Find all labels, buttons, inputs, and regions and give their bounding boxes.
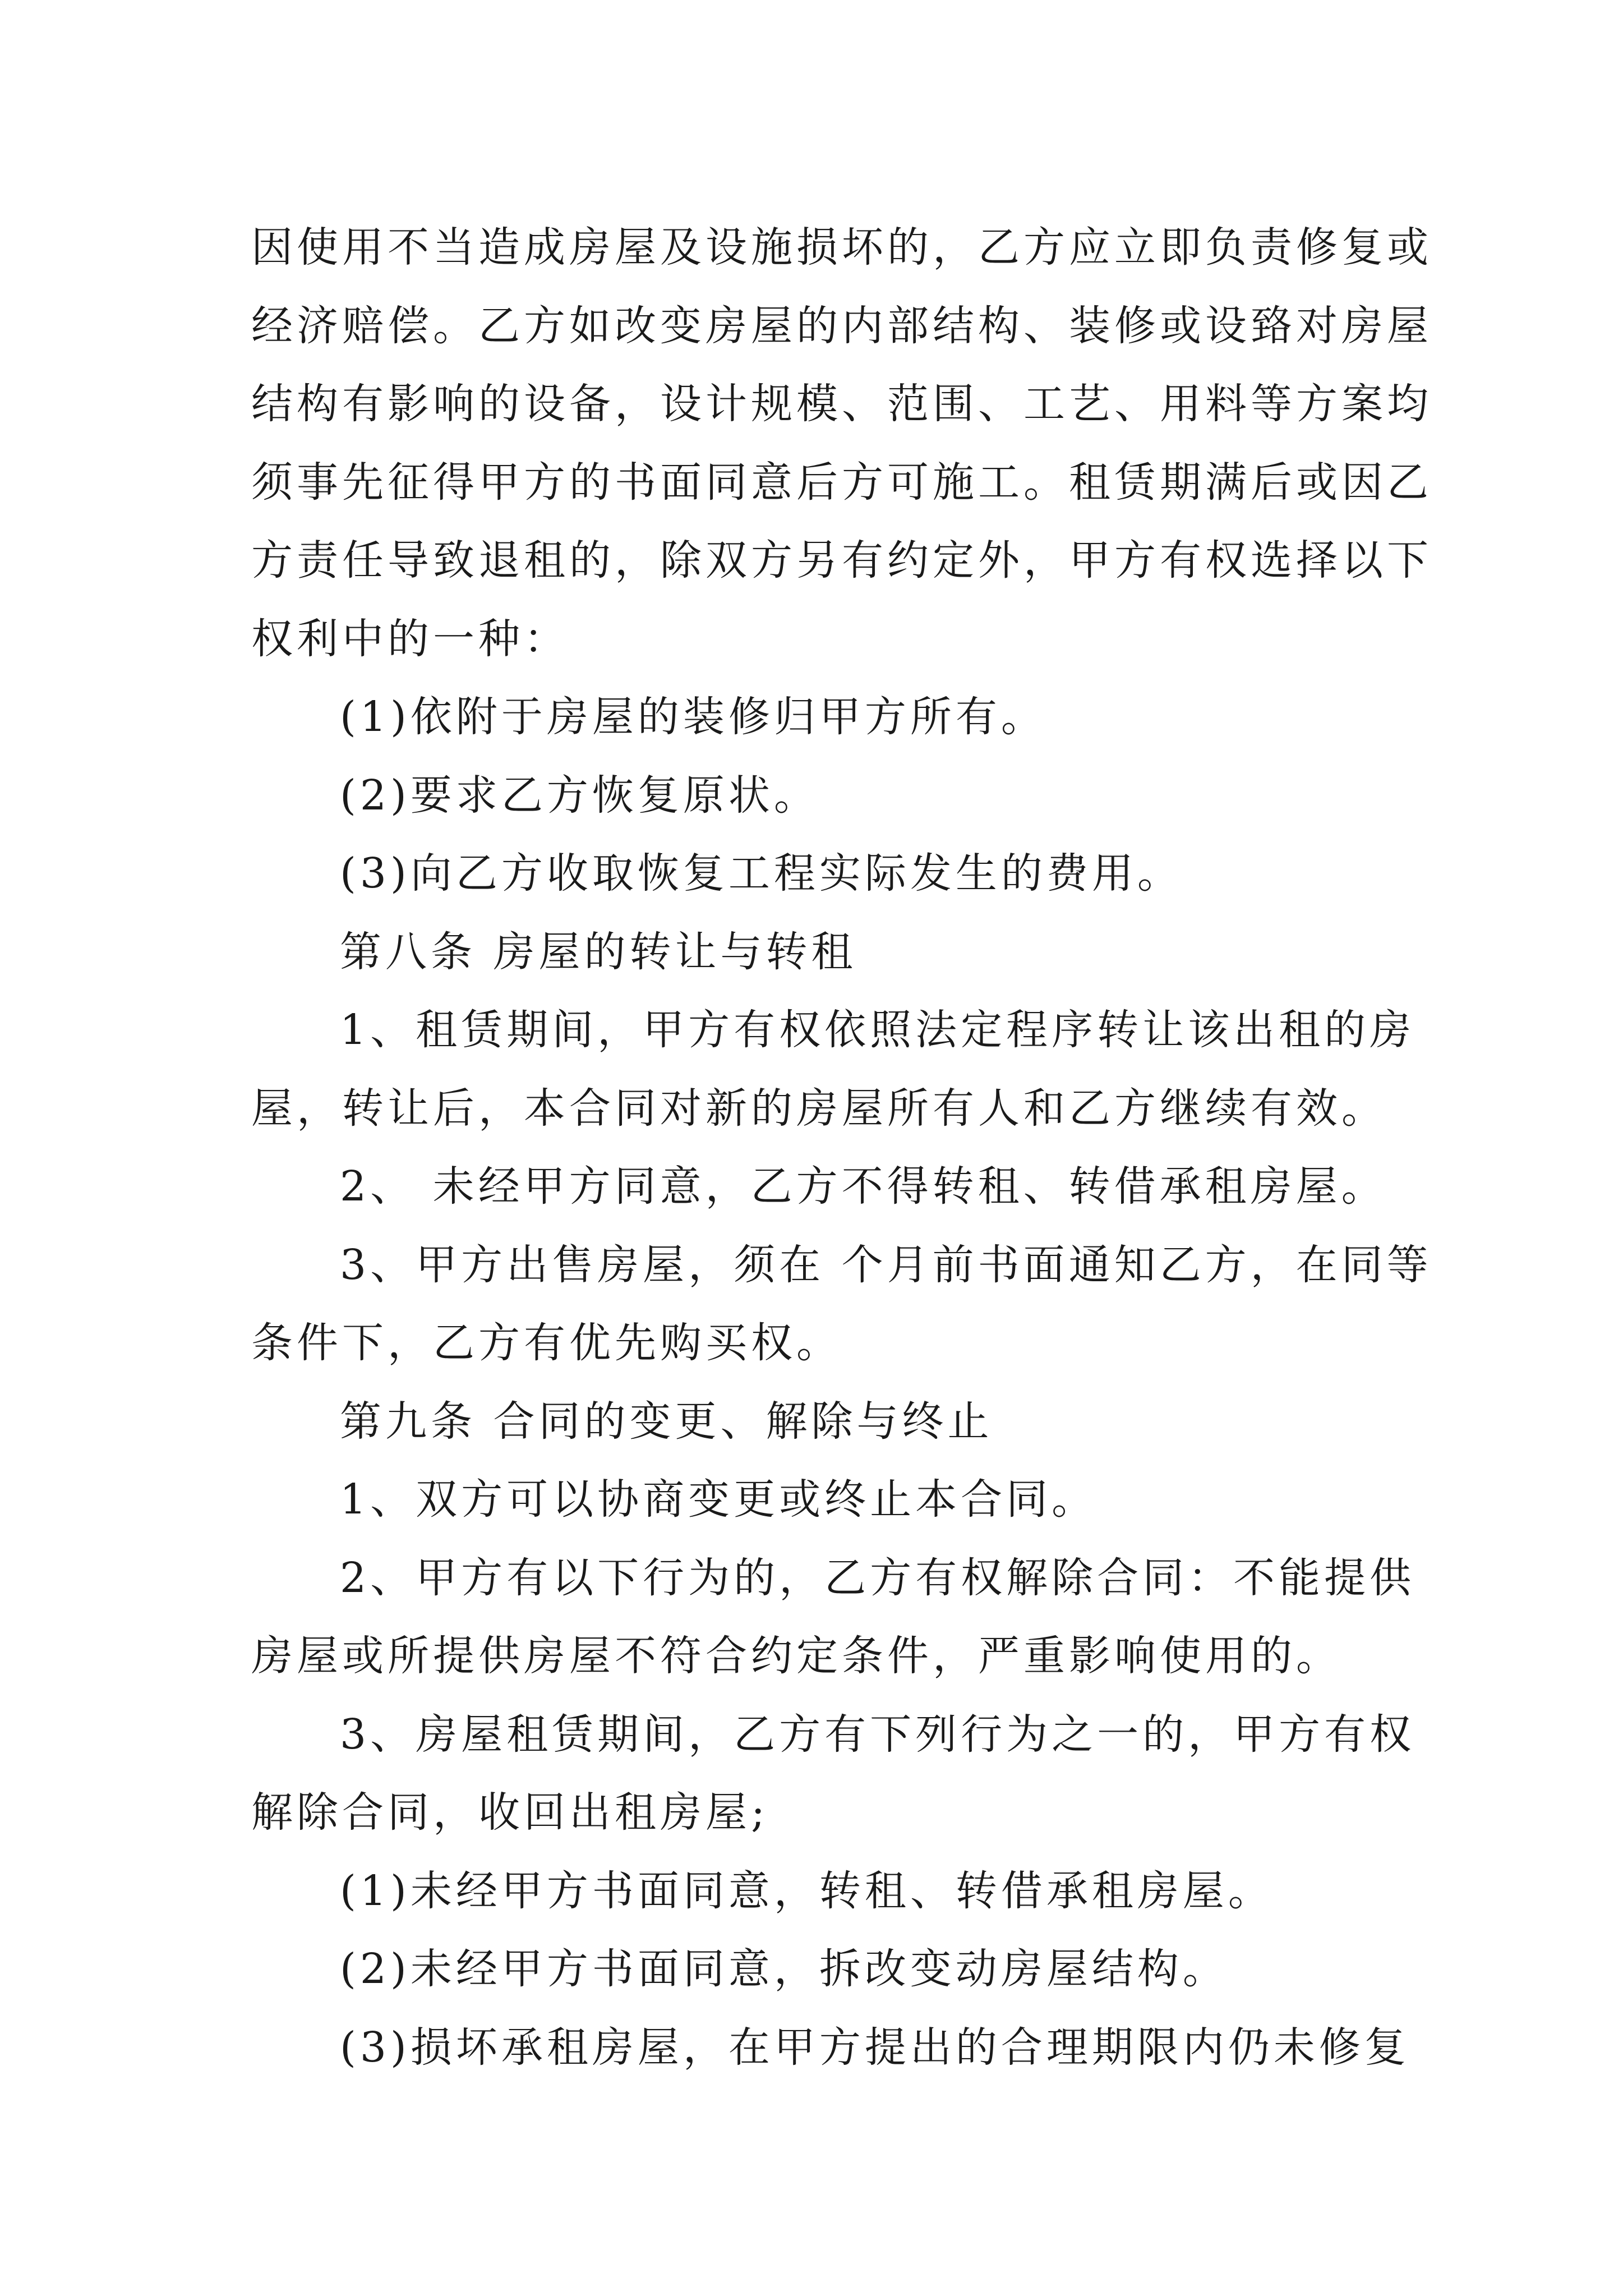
text-line: 1、租赁期间，甲方有权依照法定程序转让该出租的房	[340, 1006, 1415, 1054]
text-line: 须事先征得甲方的书面同意后方可施工。租赁期满后或因乙	[251, 458, 1432, 507]
section-heading: 第九条 合同的变更、解除与终止	[340, 1397, 993, 1446]
text-line: (3)向乙方收取恢复工程实际发生的费用。	[340, 849, 1183, 898]
text-line: (1)依附于房屋的装修归甲方所有。	[340, 693, 1046, 741]
text-line: 房屋或所提供房屋不符合约定条件，严重影响使用的。	[251, 1632, 1341, 1680]
text-line: 2、 未经甲方同意，乙方不得转租、转借承租房屋。	[340, 1162, 1387, 1211]
text-line: (3)损坏承租房屋，在甲方提出的合理期限内仍未修复	[340, 2023, 1410, 2072]
text-line: 方责任导致退租的，除双方另有约定外，甲方有权选择以下	[251, 536, 1432, 585]
text-line: 1、双方可以协商变更或终止本合同。	[340, 1475, 1098, 1524]
text-line: 2、甲方有以下行为的，乙方有权解除合同：不能提供	[340, 1553, 1415, 1602]
text-line: 权利中的一种：	[251, 614, 569, 663]
text-line: (2)未经甲方书面同意，拆改变动房屋结构。	[340, 1945, 1228, 1993]
text-line: 3、房屋租赁期间，乙方有下列行为之一的，甲方有权	[340, 1710, 1415, 1759]
text-line: 因使用不当造成房屋及设施损坏的，乙方应立即负责修复或	[251, 223, 1432, 272]
text-line: (2)要求乙方恢复原状。	[340, 771, 819, 820]
section-heading: 第八条 房屋的转让与转租	[340, 927, 857, 976]
text-line: 结构有影响的设备，设计规模、范围、工艺、用料等方案均	[251, 380, 1432, 428]
text-line: 解除合同，收回出租房屋;	[251, 1788, 769, 1837]
text-line: 条件下，乙方有优先购买权。	[251, 1319, 842, 1367]
text-line: 3、甲方出售房屋，须在 个月前书面通知乙方，在同等	[340, 1240, 1432, 1289]
text-line: 屋，转让后，本合同对新的房屋所有人和乙方继续有效。	[251, 1084, 1387, 1133]
text-line: 经济赔偿。乙方如改变房屋的内部结构、装修或设臵对房屋	[251, 301, 1432, 350]
text-line: (1)未经甲方书面同意，转租、转借承租房屋。	[340, 1866, 1274, 1915]
contract-text	[251, 209, 1432, 2087]
